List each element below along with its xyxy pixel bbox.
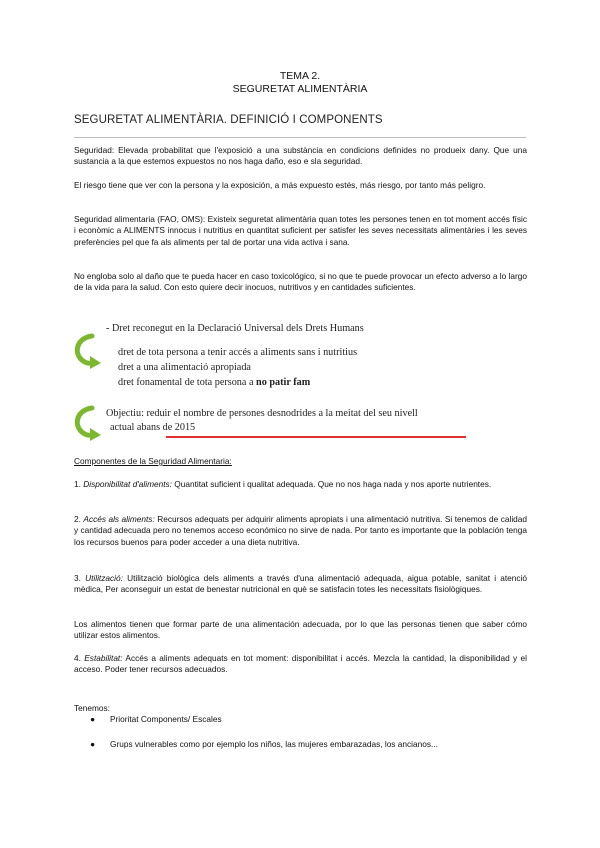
doc-title-line1: TEMA 2. <box>279 70 321 82</box>
green-curved-arrow-icon-2 <box>70 404 104 442</box>
component-4 <box>74 653 527 676</box>
rights-line-hunger-pre: dret fonamental de tota persona a <box>118 377 257 388</box>
component-2 <box>74 514 527 548</box>
component-2-label: Accés als aliments: <box>83 514 155 524</box>
doc-title-line2: SEGURETAT ALIMENTÀRIA <box>232 83 368 95</box>
component-3-text: Utilització biològica dels aliments a través d'una alimentació adequada, aigua potable, sanitat i atenció mèdica, Per aconseguir un estat de benestar nutricional en què se satisfacin totes les necessitats fisiològiques. <box>74 573 527 595</box>
component-3-label: Utilització: <box>85 573 123 583</box>
component-1-label: Disponibilitat d'aliments: <box>83 479 172 489</box>
green-curved-arrow-icon <box>70 332 104 370</box>
tenemos-label: Tenemos: <box>74 703 110 713</box>
component-3-num: 3. <box>74 573 86 583</box>
rights-line-hunger <box>118 376 310 389</box>
component-1 <box>74 479 527 490</box>
component-1-text: Quantitat suficient i qualitat adequada. Que no nos haga nada y nos aporte nutrientes. <box>171 479 492 489</box>
paragraph-engloba: No engloba solo al daño que te pueda hacer en caso toxicológico, si no que te puede provocar un efecto adverso a lo largo de la vida para la salud. Con esto quiere decir inocuos, nutritivos y en cantidades suficientes. <box>74 271 527 293</box>
objective-line1: Objectiu: reduir el nombre de persones desnodrides a la meitat del seu nivell <box>106 408 418 419</box>
red-underline <box>166 436 466 438</box>
component-4-text: Accés a aliments adequats en tot moment: disponibilitat i accés. Mezcla la cantidad, la disponibilidad y el acceso. Poder tener recursos adecuados. <box>74 653 527 675</box>
rights-line-access: dret de tota persona a tenir accés a aliments sans i nutritius <box>118 347 358 358</box>
bullet-icon: ● <box>90 739 96 749</box>
section-heading: SEGURETAT ALIMENTÀRIA. DEFINICIÓ I COMPONENTS <box>74 114 383 126</box>
rights-line-declaration: - Dret reconegut en la Declaració Universal dels Drets Humans <box>106 323 364 334</box>
component-4-label: Estabilitat: <box>84 653 123 663</box>
component-1-num: 1. <box>74 479 84 489</box>
component-3 <box>74 573 527 596</box>
component-2-text: Recursos adequats per adquirir aliments apropiats i una alimentació nutritiva. Si tenemos de calidad y cantidad adecuada pero no tenemos acceso económico no sirve de nada. Por tanto es importante que la población tenga los recursos buenos para poder acceder a una dieta nutritiva. <box>74 514 528 547</box>
objective-line2: actual abans de 2015 <box>110 422 196 433</box>
component-3-extra: Los alimentos tienen que formar parte de una alimentación adecuada, por lo que las personas tienen que saber cómo utilizar estos alimentos. <box>74 619 527 641</box>
list-item: Grups vulnerables como por ejemplo los niños, las mujeres embarazadas, los ancianos... <box>110 739 438 749</box>
list-item: Prioritat Components/ Escales <box>110 714 222 724</box>
heading-divider <box>74 137 526 138</box>
component-4-num: 4. <box>74 653 85 663</box>
paragraph-seguridad: Seguridad: Elevada probabilitat que l'exposició a una substància en condicions definides no produeix dany. Que una sustancia a la que estemos expuestos no nos haga daño, eso e sla seguridad. <box>74 145 527 167</box>
paragraph-fao: Seguridad alimentaria (FAO, OMS): Existeix seguretat alimentària quan totes les persones tenen en tot moment accés físic i econòmic a ALIMENTS innocus i nutritius en quantitat suficient per satisfer les seves necessitats alimentàries i les seves preferències pel que fa als aliments per tal de portar una vida activa i sana. <box>74 214 527 247</box>
component-2-num: 2. <box>74 514 84 524</box>
rights-line-hunger-bold: no patir fam <box>256 377 311 388</box>
rights-line-appropriate: dret a una alimentació apropiada <box>118 362 251 373</box>
components-heading: Componentes de la Seguridad Alimentaria: <box>74 456 232 466</box>
paragraph-riesgo: El riesgo tiene que ver con la persona y la exposición, a más expuesto estés, más riesgo, por tanto más peligro. <box>74 180 486 190</box>
bullet-icon: ● <box>90 714 96 724</box>
